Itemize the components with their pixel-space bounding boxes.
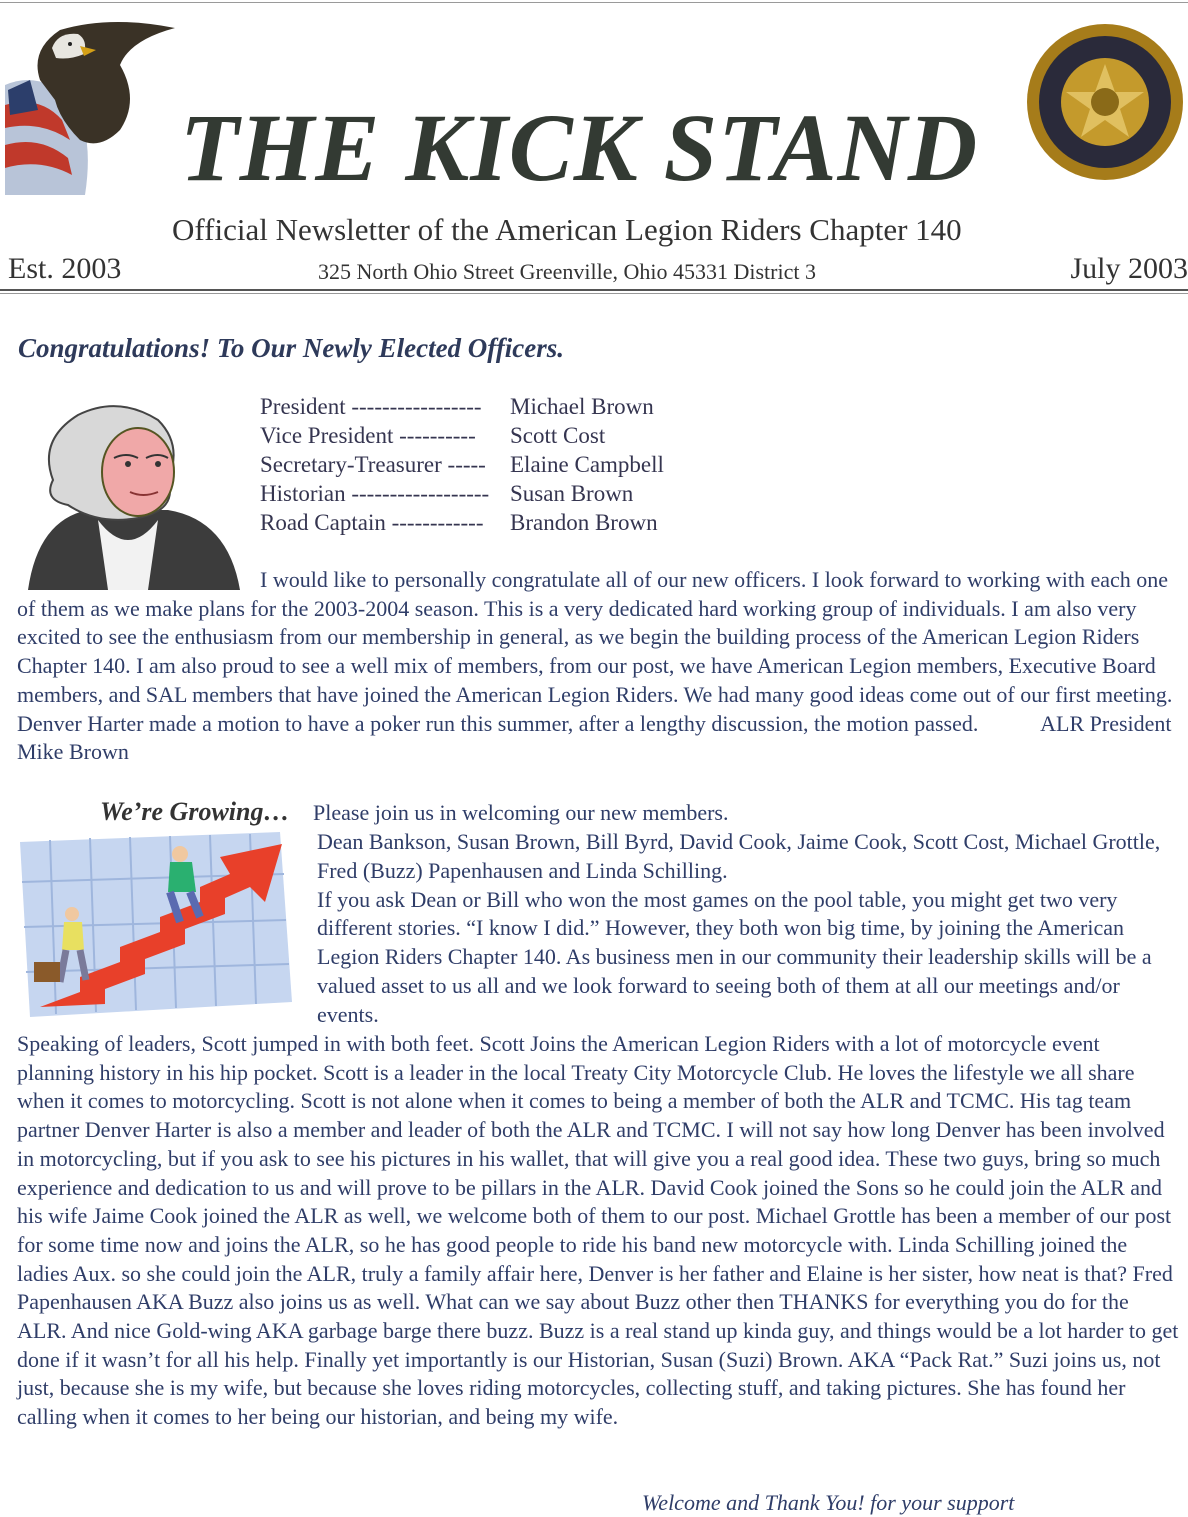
teamwork-climb-illustration (20, 832, 292, 1017)
pool-table-story: If you ask Dean or Bill who won the most games on the pool table, you might get two very different stories. “I know I did.” However, they both won big time, by joining the American Legion Riders Chapter 140. As business men in our community their leadership skills will be a valued asset to us all and we look forward to seeing both of them at all our meetings and/or events. (317, 886, 1152, 1027)
newsletter-title: THE KICK STAND (180, 94, 979, 201)
chapter-address: 325 North Ohio Street Greenville, Ohio 45331 District 3 (318, 259, 816, 284)
top-border (0, 2, 1188, 3)
american-legion-seal (1022, 18, 1188, 186)
officer-row (260, 508, 664, 537)
officer-role: Secretary-Treasurer ----- (260, 452, 486, 477)
header-divider (0, 289, 1188, 291)
eagle-flag-logo (0, 10, 180, 195)
growing-intro: Please join us in welcoming our new members. (313, 800, 729, 825)
officer-name: Elaine Campbell (510, 452, 664, 477)
officers-list (260, 392, 664, 537)
officer-role: Historian ------------------ (260, 481, 490, 506)
issue-date: July 2003 (1070, 252, 1188, 285)
officer-row (260, 450, 664, 479)
officers-heading: Congratulations! To Our Newly Elected Officers. (18, 333, 565, 363)
header-divider-thin (0, 293, 1188, 294)
officer-role: Vice President ---------- (260, 423, 476, 448)
growing-heading: We’re Growing… (100, 797, 290, 826)
established-year: Est. 2003 (8, 252, 122, 285)
officer-name: Brandon Brown (510, 510, 658, 535)
officer-role: President ----------------- (260, 394, 482, 419)
president-message-text: I would like to personally congratulate all of our new officers. I look forward to working with each one of them as we make plans for the 2003-2004 season. This is a very dedicated hard working group of individuals. I am also very excited to see the enthusiasm from our membership in general, as we begin the building process of the American Legion Riders Chapter 140. I am also proud to see a well mix of members, from our post, we have American Legion members, Executive Board members, and SAL members that have joined the American Legion Riders. We had many good ideas come out of our first meeting. Denver Harter made a motion to have a poker run this summer, after a lengthy discussion, the motion passed. (17, 567, 1173, 736)
officer-name: Scott Cost (510, 423, 606, 448)
new-members-list: Dean Bankson, Susan Brown, Bill Byrd, David Cook, Jaime Cook, Scott Cost, Michael Grottle, Fred (Buzz) Papenhausen and Linda Schilling. (317, 829, 1161, 883)
officer-name: Susan Brown (510, 481, 634, 506)
president-signature: ALR President Mike Brown (17, 710, 1172, 765)
president-message (17, 566, 1182, 767)
officer-row (260, 421, 664, 450)
officer-name: Michael Brown (510, 394, 654, 419)
officer-role: Road Captain ------------ (260, 510, 484, 535)
growing-members-text (317, 828, 1177, 1030)
george-washington-illustration (18, 400, 240, 590)
officer-row (260, 392, 664, 421)
members-story: Speaking of leaders, Scott jumped in with both feet. Scott Joins the American Legion Riders with a lot of motorcycle event planning history in his hip pocket. Scott is a leader in the local Treaty City Motorcycle Club. He loves the lifestyle we all share when it comes to motorcycling. Scott is not alone when it comes to being a member of both the ALR and TCMC. His tag team partner Denver Harter is also a member and leader of both the ALR and TCMC. I will not say how long Denver has been involved in motorcycling, but if you ask to see his pictures in his wallet, that will give you a real good idea. These two guys, bring so much experience and dedication to us and will prove to be pillars in the ALR. David Cook joined the Sons so he could join the ALR and his wife Jaime Cook joined the ALR as well, we welcome both of them to our post. Michael Grottle has been a member of our post for some time now and joins the ALR, so he has good people to ride his band new motorcycle with. Linda Schilling joined the ladies Aux. so she could join the ALR, truly a family affair here, Denver is her father and Elaine is her sister, how neat is that? Fred Papenhausen AKA Buzz also joins us as well. What can we say about Buzz other then THANKS for everything you do for the ALR. And nice Gold-wing AKA garbage barge there buzz. Buzz is a real stand up kinda guy, and things would be a lot harder to get done if it wasn’t for all his help. Finally yet importantly is our Historian, Susan (Suzi) Brown. AKA “Pack Rat.” Suzi joins us, not just, because she is my wife, but because she loves riding motorcycles, collecting stuff, and taking pictures. She has found her calling when it comes to her being our historian, and being my wife. (17, 1031, 1179, 1430)
closing-thanks: Welcome and Thank You! for your support (642, 1490, 1015, 1515)
newsletter-subtitle: Official Newsletter of the American Legion Riders Chapter 140 (172, 212, 962, 247)
officer-row (260, 479, 664, 508)
